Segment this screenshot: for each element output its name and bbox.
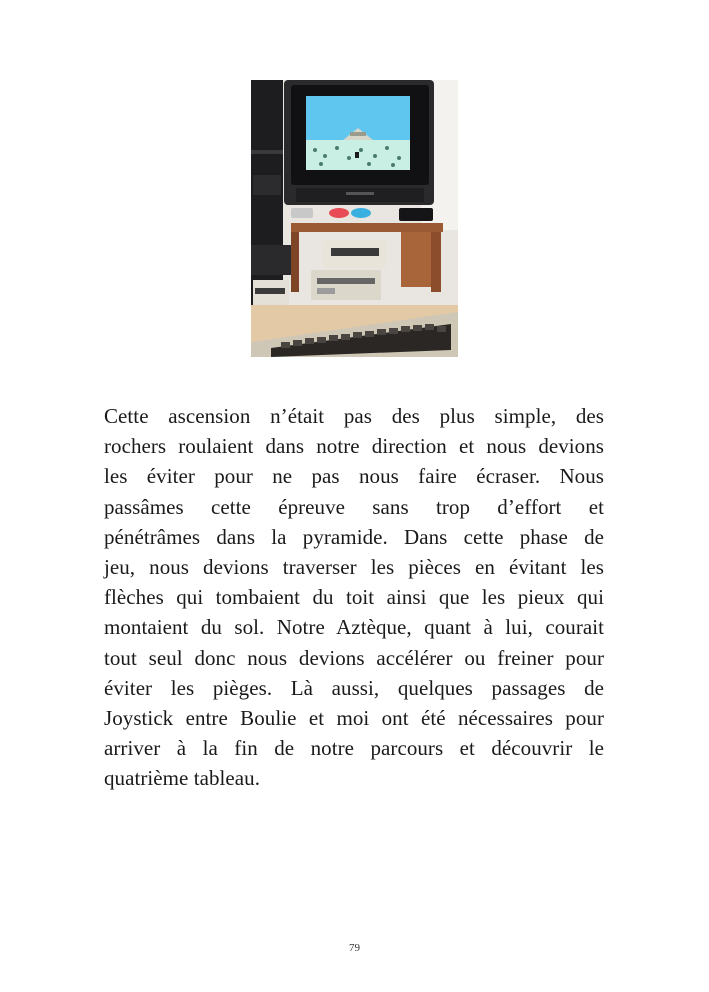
text-line: pénétrâmes dans la pyramide. Dans cette phase de bbox=[104, 524, 604, 549]
text-line: rochers roulaient dans notre direction et nous devions bbox=[104, 434, 604, 459]
text-line: jeu, nous devions traverser les pièces en évitant les bbox=[104, 554, 604, 579]
text-line: montaient du sol. Notre Aztèque, quant à lui, courait bbox=[104, 615, 604, 640]
retro-computer-photo bbox=[251, 80, 458, 357]
text-line: éviter les pièges. Là aussi, quelques passages de bbox=[104, 675, 604, 700]
text-line: passâmes cette épreuve sans trop d’effort et bbox=[104, 494, 604, 519]
text-line: flèches qui tombaient du toit ainsi que les pieux qui bbox=[104, 585, 604, 610]
text-line: les éviter pour ne pas nous faire écraser. Nous bbox=[104, 464, 604, 489]
text-line: quatrième tableau. bbox=[104, 766, 260, 791]
text-line: tout seul donc nous devions accélérer ou freiner pour bbox=[104, 645, 604, 670]
page-number: 79 bbox=[349, 942, 360, 954]
text-line: Joystick entre Boulie et moi ont été nécessaires pour bbox=[104, 705, 604, 730]
body-paragraph bbox=[104, 401, 604, 793]
text-line: arriver à la fin de notre parcours et découvrir le bbox=[104, 736, 604, 761]
text-line: Cette ascension n’était pas des plus simple, des bbox=[104, 404, 604, 428]
